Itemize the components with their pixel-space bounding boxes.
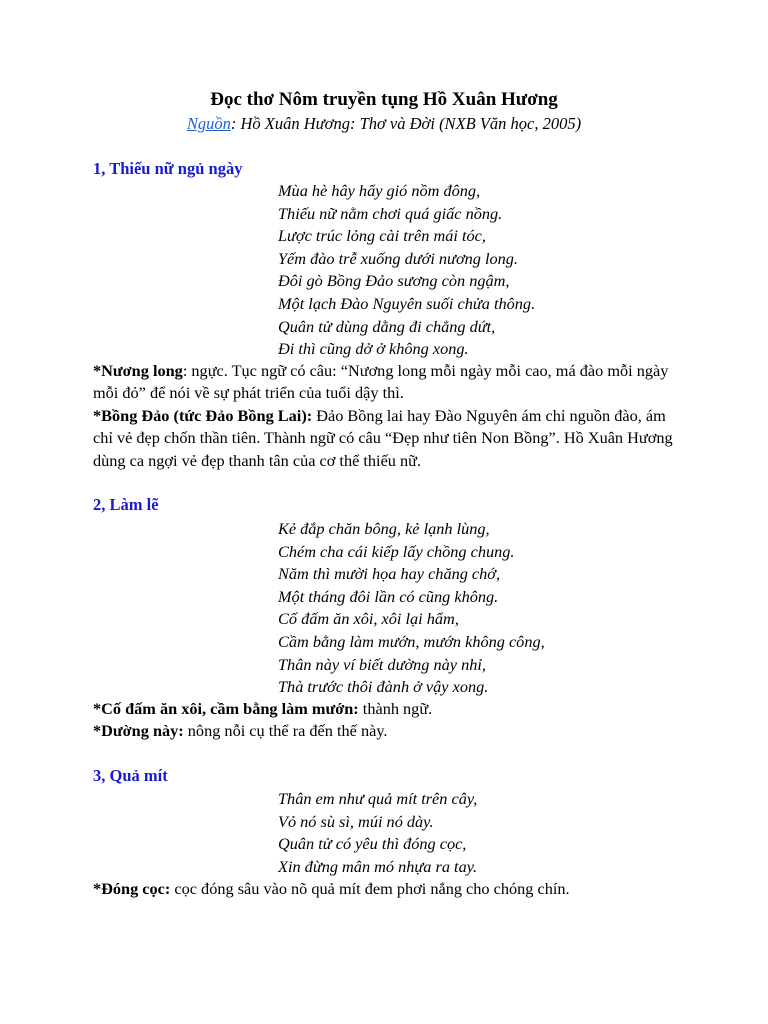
- poem-lam-le: [278, 518, 545, 699]
- note-term: *Đóng cọc:: [93, 879, 171, 898]
- note-text: : ngực. Tục ngữ có câu: “Nương long mỗi ngày mỗi cao, má đào mỗi ngày mỗi đỏ” để nói về sự phát triển của tuổi dậy thì.: [93, 361, 669, 403]
- note-bong-dao: [93, 405, 673, 472]
- poem-line: Cầm bằng làm mướn, mướn không công,: [278, 631, 545, 651]
- poem-line: Một lạch Đào Nguyên suối chửa thông.: [278, 293, 536, 313]
- poem-line: Thân này ví biết dường này nhỉ,: [278, 654, 486, 674]
- page-title: Đọc thơ Nôm truyền tụng Hồ Xuân Hương: [210, 89, 558, 110]
- note-term: *Cố đấm ăn xôi, cầm bằng làm mướn:: [93, 699, 359, 718]
- poem-line: Lược trúc lỏng cài trên mái tóc,: [278, 226, 486, 246]
- source-text: : Hồ Xuân Hương: Thơ và Đời (NXB Văn học, 2005): [230, 114, 582, 133]
- note-dong-coc: [93, 878, 673, 900]
- source-line: [0, 114, 768, 134]
- poem-line: Thà trước thôi đành ở vậy xong.: [278, 677, 489, 697]
- note-nuong-long: [93, 360, 673, 405]
- note-text: nông nỗi cụ thể ra đến thế này.: [183, 721, 388, 740]
- note-text: Đảo Bồng lai hay Đào Nguyên ám chỉ nguồn đào, ám chỉ vẻ đẹp chốn thần tiên. Thành ngữ có câu “Đẹp như tiên Non Bồng”. Hồ Xuân Hương dùng ca ngợi vẻ đẹp thanh tân của cơ thể thiếu nữ.: [93, 406, 673, 470]
- poem-line: Mùa hè hây hẩy gió nồm đông,: [278, 181, 481, 200]
- poem-line: Chém cha cái kiếp lấy chồng chung.: [278, 541, 515, 561]
- poem-line: Thân em như quả mít trên cây,: [278, 789, 478, 808]
- poem-line: Quân tử có yêu thì đóng cọc,: [278, 834, 467, 854]
- poem-line: Cố đấm ăn xôi, xôi lại hẩm,: [278, 609, 459, 629]
- poem-line: Đôi gò Bồng Đảo sương còn ngậm,: [278, 271, 510, 291]
- note-term: *Nương long: [93, 361, 183, 380]
- note-term: *Dường này:: [93, 721, 184, 740]
- poem-line: Thiếu nữ nằm chơi quá giấc nồng.: [278, 203, 503, 223]
- poem-line: Kẻ đắp chăn bông, kẻ lạnh lùng,: [278, 519, 490, 538]
- poem-line: Đi thì cũng dở ở không xong.: [278, 339, 469, 359]
- poem-line: Vỏ nó sù sì, múi nó dày.: [278, 811, 434, 831]
- note-text: cọc đóng sâu vào nõ quả mít đem phơi nắng cho chóng chín.: [170, 879, 570, 898]
- poem-line: Xin đừng mân mó nhựa ra tay.: [278, 856, 478, 876]
- note-duong-nay: [93, 720, 673, 742]
- note-text: thành ngữ.: [358, 699, 433, 718]
- source-link[interactable]: Nguồn: [186, 114, 231, 133]
- poem-line: Năm thì mười họa hay chăng chớ,: [278, 564, 501, 584]
- note-co-dam-an-xoi: [93, 698, 673, 720]
- section-heading-1: 1, Thiếu nữ ngủ ngày: [93, 159, 243, 178]
- poem-line: Yếm đào trễ xuống dưới nương long.: [278, 248, 518, 268]
- section-heading-2: 2, Làm lẽ: [93, 495, 159, 514]
- poem-thieu-nu-ngu-ngay: [278, 180, 535, 361]
- poem-qua-mit: [278, 788, 477, 878]
- note-term: *Bồng Đảo (tức Đảo Bồng Lai):: [93, 406, 313, 425]
- poem-line: Một tháng đôi lần có cũng không.: [278, 586, 499, 606]
- poem-line: Quân tử dùng dằng đi chẳng dứt,: [278, 316, 496, 336]
- section-heading-3: 3, Quả mít: [93, 766, 168, 785]
